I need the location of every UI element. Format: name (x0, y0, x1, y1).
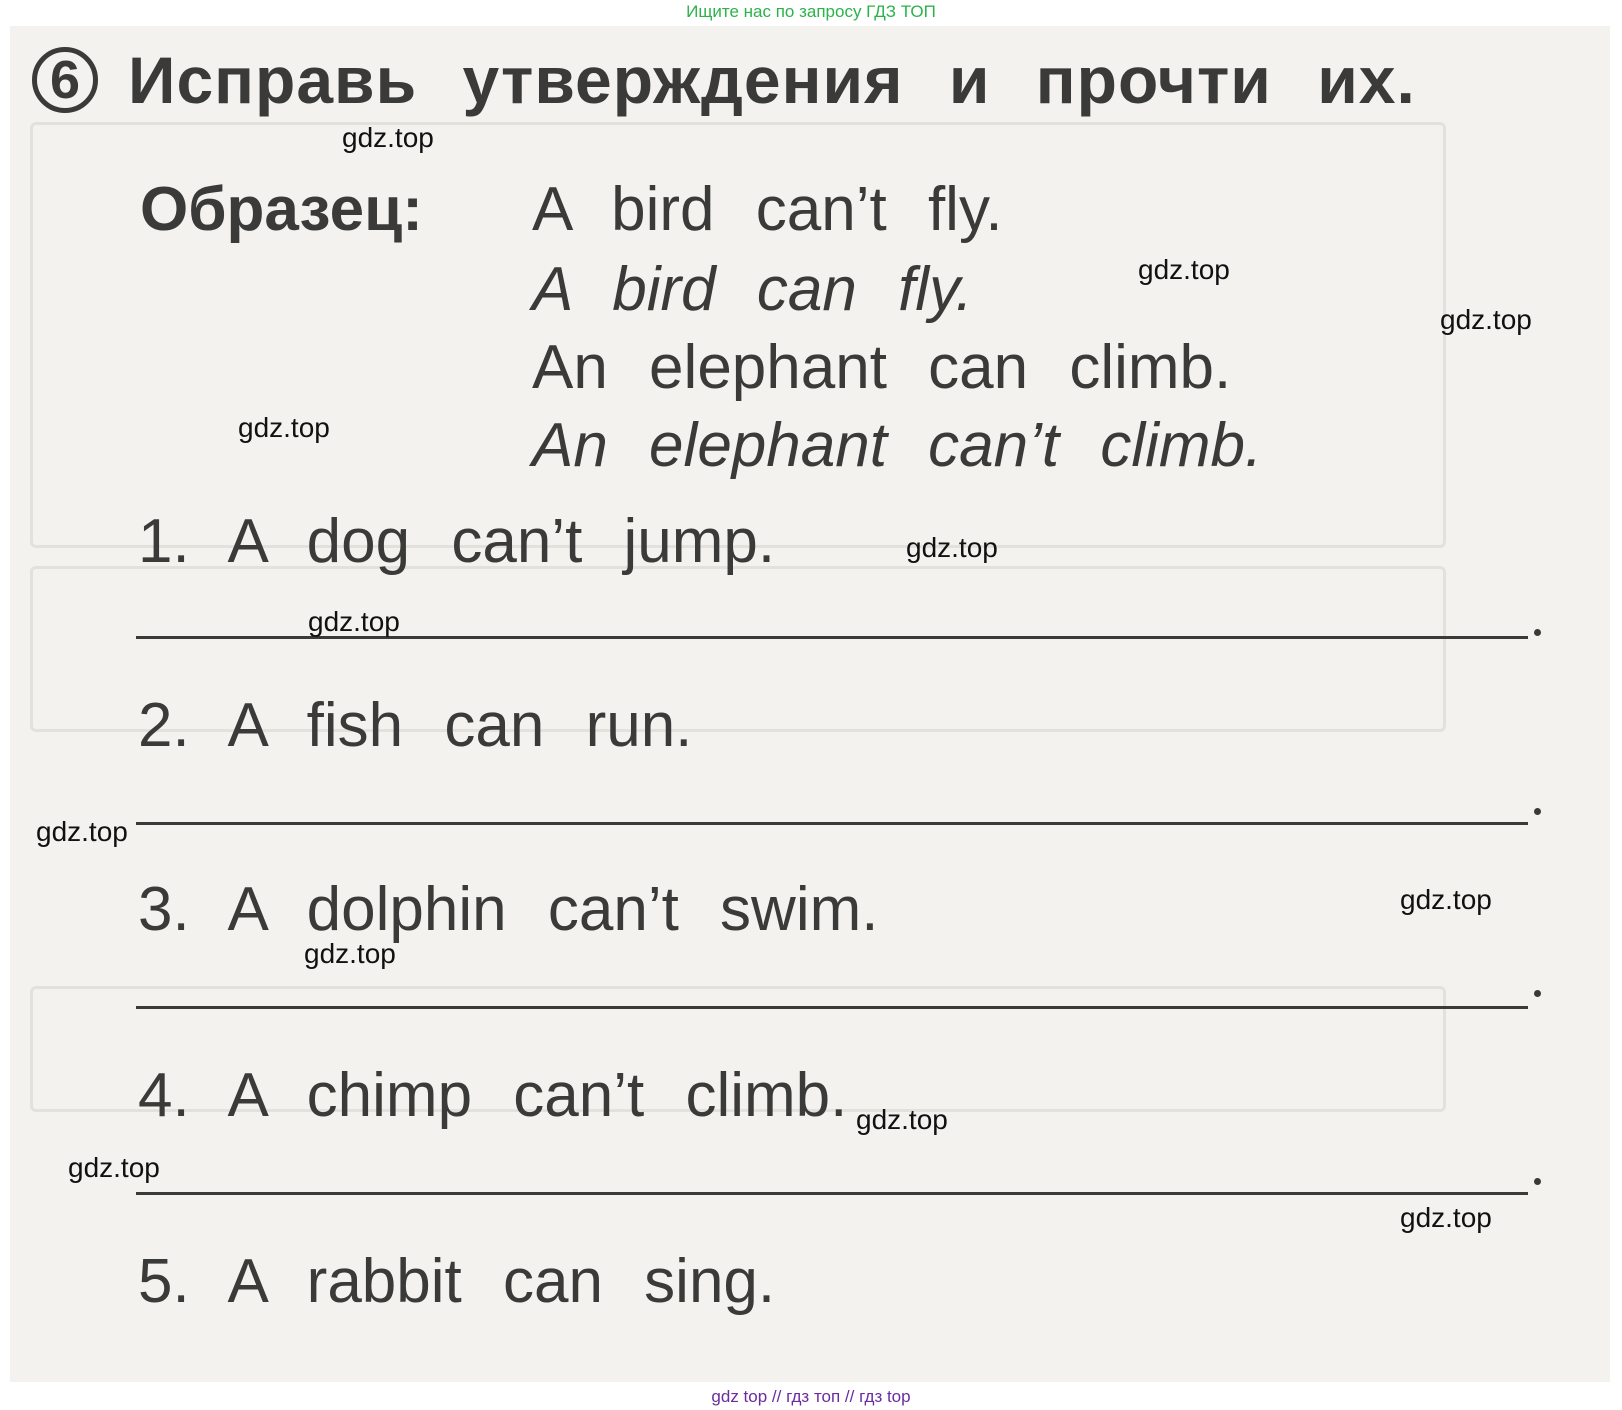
answer-line-dot (1534, 1178, 1541, 1185)
watermark: gdz.top (906, 532, 998, 563)
sample-statement: A bird can’t fly. (532, 175, 1003, 244)
watermark: gdz.top (68, 1152, 160, 1183)
answer-line-dot (1534, 629, 1541, 636)
sample-label: Образец: (140, 175, 423, 244)
watermark: gdz.top (1400, 884, 1492, 915)
statement-item: 3. A dolphin can’t swim. (138, 875, 879, 944)
sample-answer: An elephant can’t climb. (532, 411, 1263, 480)
watermark: gdz.top (36, 816, 128, 847)
top-banner[interactable]: Ищите нас по запросу ГДЗ ТОП (686, 2, 936, 21)
statement-item: 2. A fish can run. (138, 691, 693, 760)
statement-item: 5. A rabbit can sing. (138, 1247, 776, 1316)
watermark: gdz.top (1400, 1202, 1492, 1233)
watermark: gdz.top (308, 606, 400, 637)
answer-line[interactable] (136, 1192, 1528, 1195)
answer-line[interactable] (136, 822, 1528, 825)
exercise-title: Исправь утверждения и прочти их. (128, 43, 1416, 117)
watermark: gdz.top (304, 938, 396, 969)
watermark: gdz.top (342, 122, 434, 153)
statement-item: 1. A dog can’t jump. (138, 507, 776, 576)
sample-statement: An elephant can climb. (532, 333, 1232, 402)
statement-item: 4. A chimp can’t climb. (138, 1061, 848, 1130)
exercise-number-badge: 6 (32, 47, 98, 113)
workbook-page (10, 26, 1610, 1382)
watermark: gdz.top (1138, 254, 1230, 285)
exercise-header (32, 42, 1416, 118)
watermark: gdz.top (1440, 304, 1532, 335)
watermark: gdz.top (238, 412, 330, 443)
answer-line[interactable] (136, 1006, 1528, 1009)
answer-line-dot (1534, 808, 1541, 815)
answer-line-dot (1534, 990, 1541, 997)
watermark: gdz.top (856, 1104, 948, 1135)
sample-answer: A bird can fly. (532, 255, 973, 324)
bottom-banner[interactable]: gdz top // гдз топ // гдз top (711, 1387, 911, 1406)
